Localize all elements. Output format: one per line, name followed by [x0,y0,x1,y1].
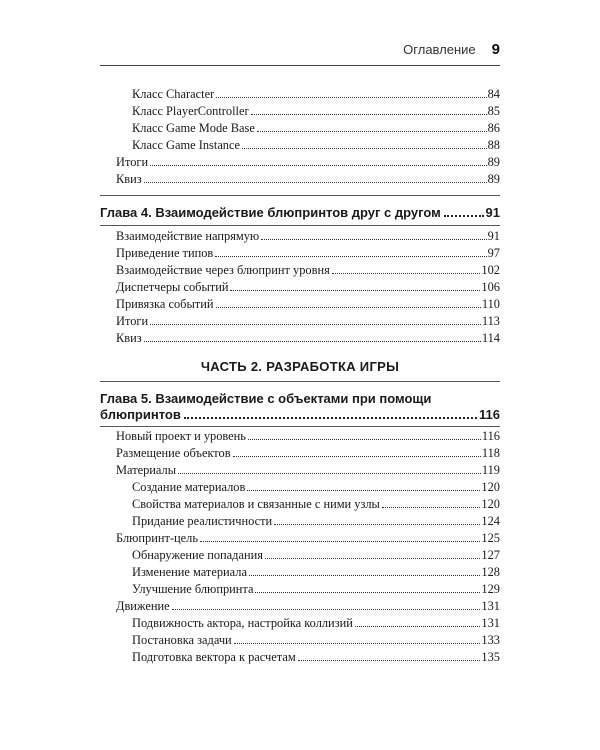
toc-entry-page: 131 [481,616,500,630]
toc-entry-title: Создание материалов [132,480,246,494]
toc-entry-title: Изменение материала [132,565,247,579]
page-number: 9 [491,41,500,58]
toc-entry-title: Размещение объектов [116,446,231,460]
toc-entry[interactable] [132,649,500,666]
toc-entry-title: Класс Character [132,87,215,101]
toc-entry-title: Материалы [116,463,177,477]
toc-entry-title: Новый проект и уровень [116,429,246,443]
leader-dots [355,623,481,627]
toc-entry-page: 120 [481,497,500,511]
leader-dots [178,470,481,474]
toc-entry[interactable] [116,171,500,188]
leader-dots [234,640,481,644]
chapter-heading-5[interactable]: Глава 5. Взаимодействие с объектами при помощи [100,391,432,406]
toc-entry-page: 128 [481,565,500,579]
leader-dots [332,270,481,274]
leader-dots [233,453,481,457]
leader-dots [247,487,480,491]
toc-entry[interactable] [132,581,500,598]
chapter-page: 91 [485,205,500,220]
chapter-heading-5-cont[interactable] [100,406,500,424]
leader-dots [274,521,480,525]
toc-entry-page: 86 [487,121,500,135]
toc-entry-title: Придание реалистичности [132,514,273,528]
toc-entry[interactable] [132,547,500,564]
toc-entry-page: 129 [481,582,500,596]
toc-entry-page: 106 [481,280,500,294]
leader-dots [444,212,484,217]
toc-entry[interactable] [116,296,500,313]
toc-entry-title: Подготовка вектора к расчетам [132,650,296,664]
toc-entry-title: Свойства материалов и связанные с ними узлы [132,497,380,511]
chapter-heading-4[interactable] [100,204,500,222]
toc-entry-page: 97 [487,246,500,260]
toc-entry[interactable] [116,228,500,245]
toc-entry-title: Класс Game Mode Base [132,121,255,135]
leader-dots [251,111,487,115]
toc-entry-page: 114 [481,331,500,345]
leader-dots [150,162,487,166]
toc-entry-page: 88 [487,138,500,152]
leader-dots [248,436,481,440]
toc-entry-page: 125 [481,531,500,545]
toc-entry-title: Движение [116,599,170,613]
leader-dots [249,572,480,576]
toc-entry[interactable] [132,479,500,496]
leader-dots [230,287,480,291]
chapter-rule [100,225,500,226]
chapter-page: 116 [479,407,500,422]
toc-entry-title: Итоги [116,155,149,169]
toc-entry[interactable] [132,103,500,120]
toc-entry-title: Взаимодействие через блюпринт уровня [116,263,330,277]
section-rule [100,195,500,196]
chapter-title: блюпринтов [100,407,181,422]
leader-dots [257,128,487,132]
part-heading[interactable]: ЧАСТЬ 2. РАЗРАБОТКА ИГРЫ [200,359,400,374]
toc-entry[interactable] [116,598,500,615]
toc-entry[interactable] [116,245,500,262]
leader-dots [298,657,481,661]
toc-entry[interactable] [132,615,500,632]
toc-entry[interactable] [116,330,500,347]
toc-entry-title: Класс PlayerController [132,104,249,118]
leader-dots [215,253,486,257]
toc-entry-title: Класс Game Instance [132,138,241,152]
toc-entry-page: 118 [481,446,500,460]
toc-entry-page: 102 [481,263,500,277]
toc-entry[interactable] [116,462,500,479]
toc-entry[interactable] [132,137,500,154]
toc-entry-title: Постановка задачи [132,633,232,647]
toc-entry-page: 110 [481,297,500,311]
running-head [100,41,500,61]
toc-entry-page: 124 [481,514,500,528]
toc-entry-page: 120 [481,480,500,494]
toc-entry[interactable] [116,313,500,330]
toc-entry-page: 85 [487,104,500,118]
toc-entry-page: 89 [487,155,500,169]
leader-dots [200,538,480,542]
leader-dots [242,145,487,149]
toc-entry[interactable] [116,445,500,462]
leader-dots [172,606,481,610]
toc-entry-title: Привязка событий [116,297,214,311]
toc-entry[interactable] [132,632,500,649]
toc-entry[interactable] [116,279,500,296]
leader-dots [382,504,481,508]
toc-entry-page: 119 [481,463,500,477]
toc-entry-title: Квиз [116,331,142,345]
toc-entry[interactable] [132,496,500,513]
chapter-title: Глава 4. Взаимодействие блюпринтов друг с другом [100,205,441,220]
leader-dots [255,589,480,593]
toc-entry[interactable] [132,513,500,530]
toc-entry-page: 133 [481,633,500,647]
toc-entry-title: Диспетчеры событий [116,280,229,294]
leader-dots [144,179,487,183]
toc-entry-title: Квиз [116,172,142,186]
toc-entry[interactable] [116,154,500,171]
toc-entry[interactable] [116,262,500,279]
toc-entry-page: 127 [481,548,500,562]
toc-entry[interactable] [132,86,500,103]
toc-entry-title: Блюпринт-цель [116,531,198,545]
toc-entry-page: 135 [481,650,500,664]
leader-dots [150,321,481,325]
toc-entry-title: Приведение типов [116,246,214,260]
leader-dots [216,304,481,308]
toc-entry[interactable] [132,120,500,137]
leader-dots [261,236,486,240]
toc-entry-title: Подвижность актора, настройка коллизий [132,616,353,630]
running-head-title: Оглавление [403,42,476,57]
leader-dots [216,94,486,98]
toc-entry-page: 113 [481,314,500,328]
toc-entry-page: 116 [481,429,500,443]
toc-entry[interactable] [132,564,500,581]
toc-entry-page: 131 [481,599,500,613]
section-rule [100,381,500,382]
header-rule [100,65,500,66]
toc-entry-title: Улучшение блюпринта [132,582,254,596]
leader-dots [265,555,480,559]
toc-entry-page: 89 [487,172,500,186]
toc-entry-title: Итоги [116,314,149,328]
toc-entry-page: 84 [487,87,500,101]
toc-entry-page: 91 [487,229,500,243]
chapter-rule [100,426,500,427]
toc-entry-title: Обнаружение попадания [132,548,263,562]
leader-dots [184,414,477,419]
toc-entry-title: Взаимодействие напрямую [116,229,260,243]
toc-entry[interactable] [116,530,500,547]
leader-dots [144,338,481,342]
toc-entry[interactable] [116,428,500,445]
